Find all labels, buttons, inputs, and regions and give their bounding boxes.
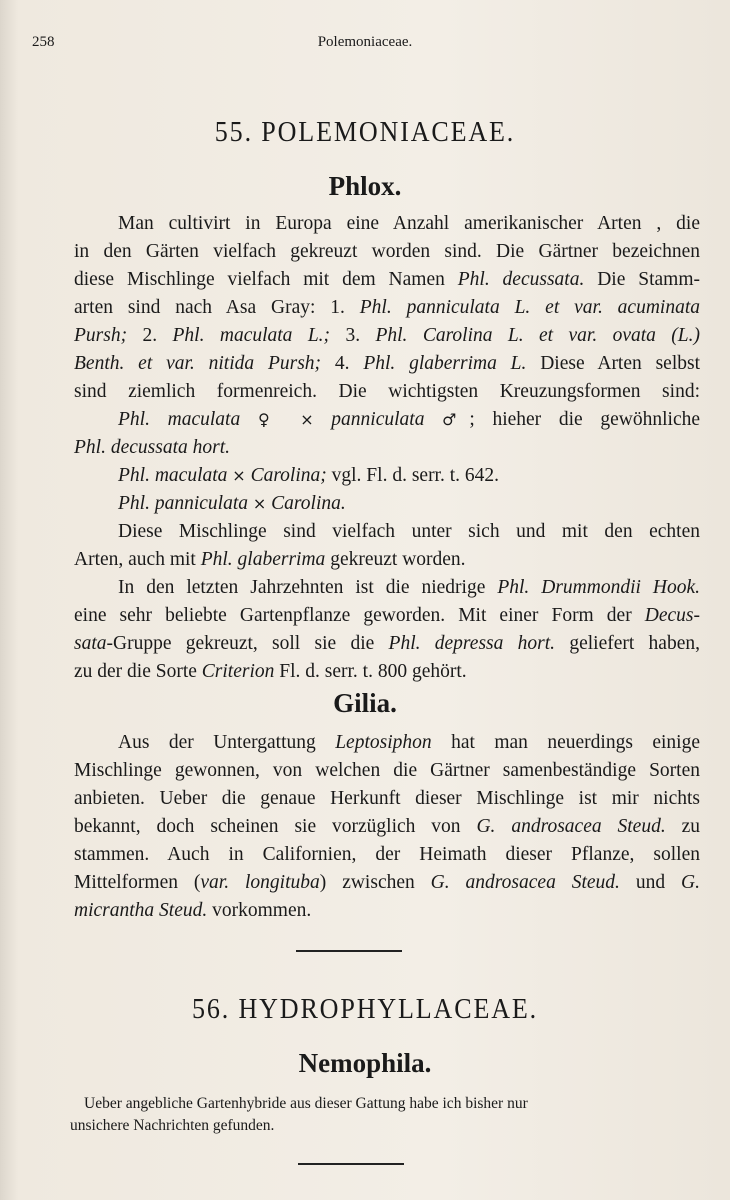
cross-line: Phl. decussata hort. xyxy=(74,437,230,458)
text-line: zu der die Sorte Criterion Fl. d. serr. t. 800 gehört. xyxy=(74,661,467,682)
text-line: sind ziemlich formenreich. Die wichtigsten Kreuzungsformen sind: xyxy=(74,381,700,402)
chapter-title-55: 55. POLEMONIACEAE. xyxy=(214,117,516,148)
text-line: Pursh; 2. Phl. maculata L.; 3. Phl. Carolina L. et var. ovata (L.) xyxy=(74,325,701,346)
paragraph-phlox-intro xyxy=(74,210,700,686)
running-title: Polemoniaceae. xyxy=(317,34,413,50)
text-line: Diese Mischlinge sind vielfach unter sich und mit den echten xyxy=(118,521,700,542)
text-line: Mittelformen (var. longituba) zwischen G. androsacea Steud. und G. xyxy=(74,872,700,893)
paragraph-nemophila xyxy=(70,1093,704,1137)
genus-heading-nemophila: Nemophila. xyxy=(298,1048,432,1078)
text-line: unsichere Nachrichten gefunden. xyxy=(70,1117,275,1134)
cross-line: Phl. panniculata × Carolina. xyxy=(118,493,346,514)
cross-line: Phl. maculata ♀ × panniculata ♂; hieher die gewöhnliche xyxy=(118,409,701,430)
text-line: Arten, auch mit Phl. glaberrima gekreuzt worden. xyxy=(74,549,466,570)
section-divider xyxy=(298,1163,404,1165)
genus-heading-gilia: Gilia. xyxy=(333,688,397,718)
text-line: bekannt, doch scheinen sie vorzüglich von G. androsacea Steud. zu xyxy=(74,816,701,837)
cross-line: Phl. maculata × Carolina; vgl. Fl. d. serr. t. 642. xyxy=(118,465,500,486)
genus-heading-phlox: Phlox. xyxy=(328,171,402,201)
text-line: stammen. Auch in Californien, der Heimath dieser Pflanze, sollen xyxy=(74,844,700,865)
text-line: diese Mischlinge vielfach mit dem Namen Phl. decussata. Die Stamm- xyxy=(74,269,700,290)
text-line: Benth. et var. nitida Pursh; 4. Phl. glaberrima L. Diese Arten selbst xyxy=(74,353,701,374)
text-line: sata-Gruppe gekreuzt, soll sie die Phl. depressa hort. geliefert haben, xyxy=(74,633,700,654)
text-line: Man cultivirt in Europa eine Anzahl amerikanischer Arten , die xyxy=(118,213,700,234)
text-line: eine sehr beliebte Gartenpflanze geworden. Mit einer Form der Decus- xyxy=(74,605,700,626)
page-number: 258 xyxy=(32,34,55,50)
text-line: in den Gärten vielfach gekreuzt worden sind. Die Gärtner bezeichnen xyxy=(74,241,700,262)
text-line: arten sind nach Asa Gray: 1. Phl. panniculata L. et var. acuminata xyxy=(74,297,701,318)
paragraph-gilia xyxy=(74,729,700,925)
text-line: anbieten. Ueber die genaue Herkunft dieser Mischlinge ist mir nichts xyxy=(74,788,700,809)
text-line: Ueber angebliche Gartenhybride aus dieser Gattung habe ich bisher nur xyxy=(84,1095,528,1112)
chapter-title-56: 56. HYDROPHYLLACEAE. xyxy=(191,994,539,1025)
text-line: In den letzten Jahrzehnten ist die niedrige Phl. Drummondii Hook. xyxy=(118,577,700,598)
text-line: micrantha Steud. vorkommen. xyxy=(74,900,312,921)
section-divider xyxy=(296,950,402,952)
text-line: Aus der Untergattung Leptosiphon hat man neuerdings einige xyxy=(118,732,700,753)
text-line: Mischlinge gewonnen, von welchen die Gärtner samenbeständige Sorten xyxy=(74,760,700,781)
page-header xyxy=(32,34,698,58)
